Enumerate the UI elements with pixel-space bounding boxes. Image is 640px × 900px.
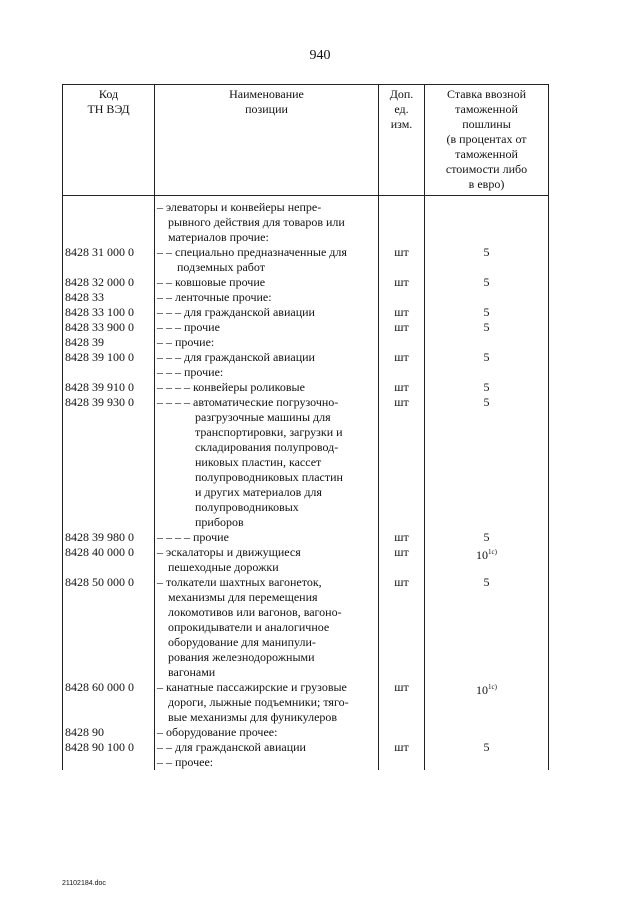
unit-of-measure: шт [379,245,425,275]
table-row [63,305,549,320]
position-name-line [157,215,376,230]
hierarchy-dash: – – [157,290,175,304]
position-name-line [157,590,376,605]
position-name-line [157,275,376,290]
hierarchy-dash: – – [157,275,175,289]
position-name [155,196,379,246]
unit-of-measure: шт [379,545,425,575]
position-name-line [157,515,376,530]
header-rate [425,85,549,196]
header-rate-line: в евро) [468,177,505,191]
position-name-line [157,410,376,425]
duty-rate [425,245,549,275]
position-name-line-text: разгрузочные машины для [195,410,331,424]
position-name-text [157,380,376,395]
position-name-line-text: прочие: [184,365,224,379]
position-name [155,245,379,275]
position-name [155,350,379,365]
duty-rate [425,290,549,305]
position-name [155,380,379,395]
duty-rate-value: 5 [483,530,490,544]
duty-rate [425,335,549,350]
hierarchy-dash: – – [157,740,175,754]
position-name-text [157,305,376,320]
duty-rate-value: 5 [483,350,490,364]
tariff-code [63,196,155,246]
position-name-line-text: ковшовые прочие [175,275,266,289]
position-name-line [157,335,376,350]
tariff-code: 8428 90 [63,725,155,740]
position-name-line-text: складирования полупровод- [195,440,339,454]
position-name-line [157,440,376,455]
duty-rate [425,350,549,365]
position-name-line-text: прочие: [175,335,215,349]
tariff-code: 8428 33 [63,290,155,305]
unit-of-measure: шт [379,740,425,755]
position-name-line-text: специально предназначенные для [175,245,347,259]
duty-rate-value: 5 [483,395,490,409]
tariff-code: 8428 31 000 0 [63,245,155,275]
tariff-code: 8428 90 100 0 [63,740,155,755]
header-name-line: Наименование [229,87,304,101]
position-name-line [157,395,376,410]
position-name-line [157,485,376,500]
unit-of-measure [379,365,425,380]
position-name-line-text: транспортировки, загрузки и [195,425,343,439]
hierarchy-dash: – – – – [157,530,193,544]
hierarchy-dash: – – – – [157,380,193,394]
position-name-line [157,470,376,485]
duty-rate [425,575,549,680]
duty-rate-value: 5 [483,245,490,259]
position-name-line [157,560,376,575]
position-name [155,530,379,545]
position-name-text [157,275,376,290]
position-name-line [157,260,376,275]
table-row [63,320,549,335]
hierarchy-dash: – [157,680,166,694]
duty-rate [425,395,549,530]
header-code-line: ТН ВЭД [87,102,130,116]
position-name-line-text: оборудование прочее: [166,725,278,739]
position-name-line [157,755,376,770]
position-name-line-text: элеваторы и конвейеры непре- [166,200,322,214]
position-name-line-text: полупроводниковых [195,500,299,514]
table-row [63,755,549,770]
position-name-line [157,500,376,515]
position-name-line-text: оборудование для манипули- [168,635,316,649]
position-name-text [157,320,376,335]
header-rate-line: пошлины [462,117,511,131]
position-name-line [157,710,376,725]
duty-rate [425,305,549,320]
duty-rate [425,530,549,545]
hierarchy-dash: – – [157,245,175,259]
table-row [63,530,549,545]
page-number: 940 [309,48,331,63]
unit-of-measure: шт [379,680,425,725]
hierarchy-dash: – – – [157,350,184,364]
table-header-row [63,85,549,196]
position-name-line-text: конвейеры роликовые [193,380,305,394]
tariff-code [63,365,155,380]
position-name-text [157,395,376,530]
table-row [63,680,549,725]
position-name-text [157,545,376,575]
unit-of-measure [379,196,425,246]
position-name-line-text: локомотивов или вагонов, вагоно- [168,605,342,619]
position-name [155,305,379,320]
tariff-code: 8428 39 100 0 [63,350,155,365]
table-row [63,725,549,740]
tariff-code: 8428 33 100 0 [63,305,155,320]
position-name [155,755,379,770]
duty-rate-footnote: 1с) [488,548,497,556]
position-name [155,335,379,350]
duty-rate [425,365,549,380]
header-rate-line: таможенной [455,147,518,161]
tariff-code [63,755,155,770]
header-rate-line: таможенной [455,102,518,116]
table-row [63,545,549,575]
unit-of-measure: шт [379,275,425,290]
position-name [155,680,379,725]
unit-of-measure: шт [379,305,425,320]
unit-of-measure: шт [379,395,425,530]
header-code-line: Код [98,87,119,101]
table-row [63,740,549,755]
position-name [155,545,379,575]
position-name-line [157,605,376,620]
position-name-text [157,725,376,740]
position-name-line-text: автоматические погрузочно- [193,395,339,409]
unit-of-measure: шт [379,320,425,335]
header-rate-line: стоимости либо [445,162,528,176]
position-name-line [157,650,376,665]
tariff-code: 8428 39 [63,335,155,350]
table-row [63,335,549,350]
tariff-table [62,84,549,770]
tariff-code: 8428 39 910 0 [63,380,155,395]
position-name-line [157,635,376,650]
position-name-line [157,350,376,365]
position-name-line-text: пешеходные дорожки [168,560,279,574]
position-name-line [157,245,376,260]
hierarchy-dash: – – – [157,305,184,319]
position-name-text [157,200,376,245]
position-name-text [157,335,376,350]
duty-rate [425,380,549,395]
position-name-line-text: рования железнодорожными [168,650,315,664]
hierarchy-dash: – [157,200,166,214]
duty-rate [425,196,549,246]
position-name-line [157,455,376,470]
table-row [63,575,549,680]
header-rate-line: (в процентах от [446,132,527,146]
header-name-line: позиции [245,102,288,116]
duty-rate-value: 10 [476,683,489,697]
position-name-text [157,530,376,545]
duty-rate-value: 5 [483,575,490,589]
hierarchy-dash: – – – – [157,395,193,409]
duty-rate [425,320,549,335]
table-row [63,290,549,305]
position-name-line-text: рывного действия для товаров или [168,215,345,229]
unit-of-measure [379,725,425,740]
position-name [155,725,379,740]
position-name-text [157,245,376,275]
duty-rate [425,680,549,725]
position-name-line-text: для гражданской авиации [184,350,315,364]
position-name-line [157,725,376,740]
header-name [155,85,379,196]
table-row [63,350,549,365]
position-name-line [157,290,376,305]
position-name-line [157,425,376,440]
table-row [63,196,549,246]
duty-rate-value: 10 [476,548,489,562]
position-name-line [157,545,376,560]
hierarchy-dash: – [157,545,166,559]
position-name-line [157,620,376,635]
position-name-line-text: и других материалов для [195,485,322,499]
header-unit-line: ед. [394,102,409,116]
position-name-text [157,365,376,380]
table-row [63,365,549,380]
position-name-text [157,350,376,365]
position-name-line-text: механизмы для перемещения [168,590,318,604]
position-name [155,395,379,530]
position-name-line-text: канатные пассажирские и грузовые [166,680,347,694]
unit-of-measure: шт [379,530,425,545]
position-name-line-text: полупроводниковых пластин [195,470,343,484]
position-name-line-text: для гражданской авиации [184,305,315,319]
unit-of-measure [379,290,425,305]
position-name-line-text: для гражданской авиации [175,740,306,754]
duty-rate [425,740,549,755]
position-name-line [157,695,376,710]
unit-of-measure [379,755,425,770]
duty-rate-value: 5 [483,305,490,319]
tariff-code: 8428 50 000 0 [63,575,155,680]
header-code [63,85,155,196]
duty-rate [425,755,549,770]
duty-rate [425,545,549,575]
tariff-code: 8428 40 000 0 [63,545,155,575]
position-name-line [157,575,376,590]
tariff-code: 8428 39 930 0 [63,395,155,530]
tariff-body [63,196,549,771]
header-rate-line: Ставка ввозной [446,87,527,101]
hierarchy-dash: – – [157,755,175,769]
position-name-line [157,305,376,320]
position-name-line-text: прочее: [175,755,214,769]
tariff-code: 8428 39 980 0 [63,530,155,545]
table-row [63,275,549,290]
position-name-line [157,320,376,335]
position-name [155,275,379,290]
position-name [155,740,379,755]
position-name-text [157,575,376,680]
position-name [155,290,379,305]
position-name-line-text: подземных работ [177,260,265,274]
position-name-line-text: опрокидыватели и аналогичное [168,620,330,634]
duty-rate [425,725,549,740]
duty-rate-footnote: 1с) [488,683,497,691]
table-row [63,395,549,530]
position-name-line-text: материалов прочие: [168,230,269,244]
duty-rate-value: 5 [483,320,490,334]
duty-rate-value: 5 [483,275,490,289]
position-name-line [157,680,376,695]
position-name-line-text: эскалаторы и движущиеся [166,545,301,559]
table-row [63,245,549,275]
hierarchy-dash: – – – [157,365,184,379]
duty-rate-value: 5 [483,380,490,394]
table-row [63,380,549,395]
header-unit-line: изм. [390,117,413,131]
position-name-line-text: вагонами [168,665,216,679]
position-name-line [157,365,376,380]
position-name-text [157,290,376,305]
position-name-line-text: дороги, лыжные подъемники; тяго- [168,695,349,709]
position-name-text [157,755,376,770]
hierarchy-dash: – – [157,335,175,349]
header-unit-line: Доп. [389,87,414,101]
position-name-line [157,740,376,755]
header-unit [379,85,425,196]
position-name-line [157,380,376,395]
position-name-line-text: ленточные прочие: [175,290,272,304]
hierarchy-dash: – [157,725,166,739]
duty-rate-value: 5 [483,740,490,754]
position-name-line-text: прочие [193,530,229,544]
position-name-line [157,230,376,245]
position-name-line [157,665,376,680]
tariff-code: 8428 32 000 0 [63,275,155,290]
unit-of-measure: шт [379,350,425,365]
unit-of-measure: шт [379,575,425,680]
tariff-code: 8428 33 900 0 [63,320,155,335]
position-name-line-text: толкатели шахтных вагонеток, [166,575,322,589]
footer-filename: 21102184.doc [62,880,106,887]
position-name-text [157,680,376,725]
position-name-line-text: вые механизмы для фуникулеров [168,710,338,724]
position-name-line [157,200,376,215]
duty-rate [425,275,549,290]
position-name-text [157,740,376,755]
position-name [155,320,379,335]
tariff-code: 8428 60 000 0 [63,680,155,725]
position-name-line-text: приборов [195,515,244,529]
position-name-line-text: прочие [184,320,220,334]
position-name-line-text: никовых пластин, кассет [195,455,322,469]
hierarchy-dash: – – – [157,320,184,334]
hierarchy-dash: – [157,575,166,589]
unit-of-measure [379,335,425,350]
unit-of-measure: шт [379,380,425,395]
position-name-line [157,530,376,545]
position-name [155,575,379,680]
position-name [155,365,379,380]
